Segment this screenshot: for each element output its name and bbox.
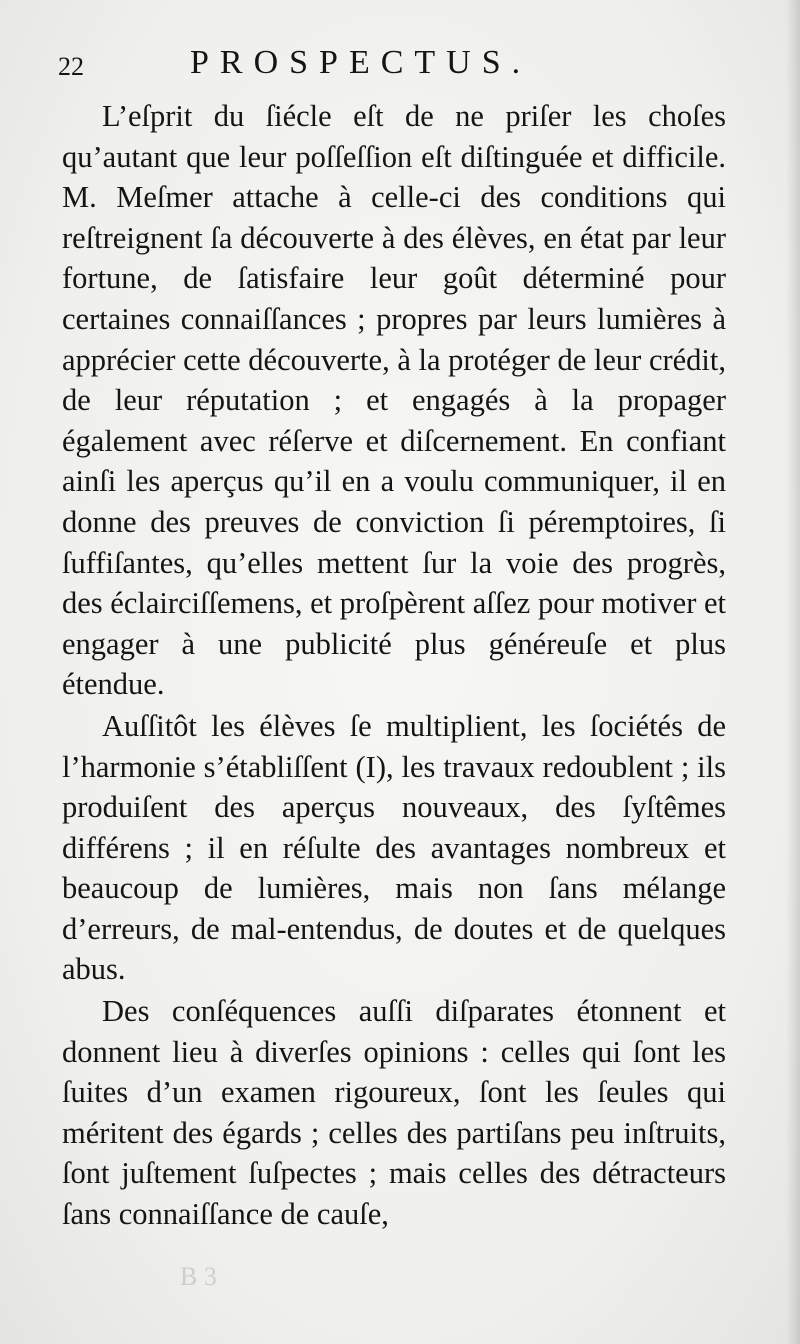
paragraph-1: L’eſprit du ſiécle eſt de ne priſer les choſes qu’autant que leur poſſeſſion eſt diſtinguée et difficile. M. Meſmer attache à celle-ci des conditions qui reſtreignent ſa découverte à des élèves, en état par leur fortune, de ſatisfaire leur goût déterminé pour certaines connaiſſances ; propres par leurs lumières à apprécier cette découverte, à la protéger de leur crédit, de leur réputation ; et engagés à la propager également avec réſerve et diſcernement. En confiant ainſi les aperçus qu’il en a voulu communiquer, il en donne des preuves de conviction ſi péremptoires, ſi ſuffiſantes, qu’elles mettent ſur la voie des progrès, des éclairciſſemens, et proſpèrent aſſez pour motiver et engager à une publicité plus généreuſe et plus étendue.	[62, 99, 726, 702]
paragraph-3: Des conſéquences auſſi diſparates étonnent et donnent lieu à diverſes opinions : celles qui ſont les ſuites d’un examen rigoureux, ſont les ſeules qui méritent des égards ; celles des partiſans peu inſtruits, ſont juſtement ſuſpectes ; mais celles des détracteurs ſans connaiſſance de cauſe,	[62, 994, 726, 1232]
body-text	[62, 96, 726, 1235]
show-through-signature: B 3	[180, 1262, 217, 1291]
page-header	[0, 44, 800, 84]
running-title: PROSPECTUS.	[190, 44, 532, 81]
paragraph-2: Auſſitôt les élèves ſe multiplient, les ſociétés de l’harmonie s’établiſſent (I), les travaux redoublent ; ils produiſent des aperçus nouveaux, des ſyſtêmes différens ; il en réſulte des avantages nombreux et beaucoup de lumières, mais non ſans mélange d’erreurs, de mal-entendus, de doutes et de quelques abus.	[62, 708, 726, 987]
page-number: 22	[58, 52, 84, 81]
